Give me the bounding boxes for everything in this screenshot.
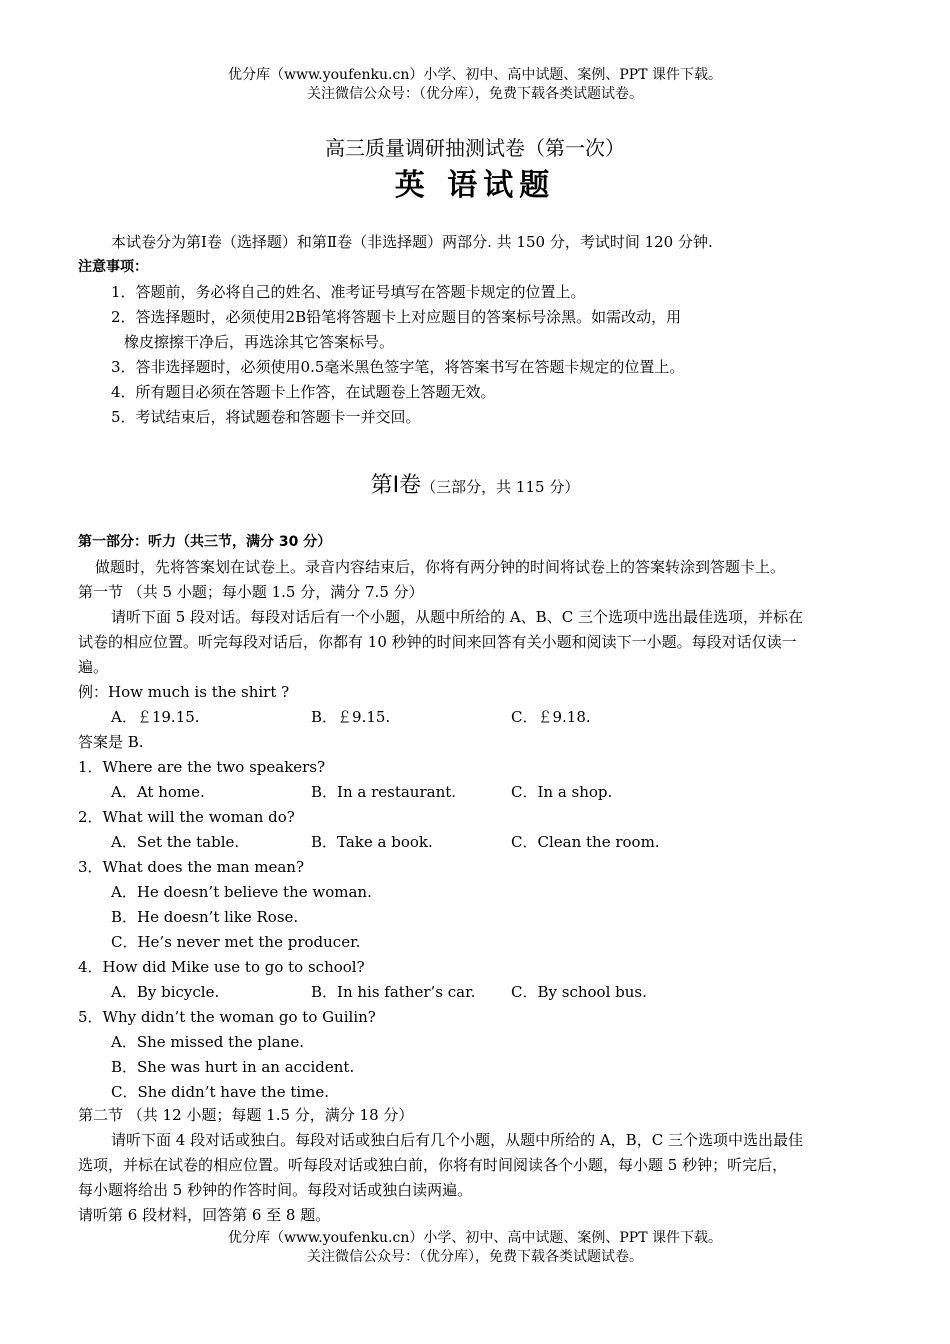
question-5: 5．Why didn’t the woman go to Guilin? (78, 1008, 376, 1026)
q3-option-c: C．He’s never met the producer. (111, 933, 361, 951)
q2-option-a: A．Set the table. (111, 833, 240, 851)
section2-desc-3: 每小题将给出 5 秒钟的作答时间。每段对话或独白读两遍。 (78, 1181, 473, 1199)
question-1: 1．Where are the two speakers? (78, 758, 326, 776)
section1-desc-1: 请听下面 5 段对话。每段对话后有一个小题，从题中所给的 A、B、C 三个选项中选出最佳选项，并标在 (111, 608, 803, 626)
example-answer: 答案是 B. (78, 733, 144, 751)
footer-line-2: 关注微信公众号：（优分库），免费下载各类试题试卷。 (307, 1249, 643, 1265)
exam-title: 英 语试题 (394, 168, 556, 203)
example-option-c: C．￡9.18. (511, 708, 591, 726)
notes-heading: 注意事项： (78, 259, 148, 275)
q3-option-a: A．He doesn’t believe the woman. (111, 883, 372, 901)
note-item-3: 3．答非选择题时，必须使用0.5毫米黑色签字笔，将答案书写在答题卡规定的位置上。 (111, 358, 685, 376)
q5-option-a: A．She missed the plane. (111, 1033, 305, 1051)
q4-option-c: C．By school bus. (511, 983, 647, 1001)
header-line-2: 关注微信公众号：（优分库），免费下载各类试题试卷。 (307, 86, 643, 102)
note-item-1: 1．答题前，务必将自己的姓名、准考证号填写在答题卡规定的位置上。 (111, 283, 586, 301)
q3-option-b: B．He doesn’t like Rose. (111, 908, 299, 926)
section2-material: 请听第 6 段材料，回答第 6 至 8 题。 (78, 1206, 331, 1224)
note-item-2-cont: 橡皮擦擦干净后，再选涂其它答案标号。 (124, 333, 395, 351)
example-option-a: A．￡19.15. (111, 708, 200, 726)
question-2: 2．What will the woman do? (78, 808, 295, 826)
q5-option-b: B．She was hurt in an accident. (111, 1058, 355, 1076)
q1-option-c: C．In a shop. (511, 783, 613, 801)
note-item-2: 2．答选择题时，必须使用2B铅笔将答题卡上对应题目的答案标号涂黑。如需改动，用 (111, 308, 682, 326)
part1-heading: 第一部分：听力（共三节，满分 30 分） (78, 534, 332, 550)
q2-option-b: B．Take a book. (311, 833, 433, 851)
section2-desc-1: 请听下面 4 段对话或独白。每段对话或独白后有几个小题，从题中所给的 A，B，C 三个选项中选出最佳 (111, 1131, 803, 1149)
question-4: 4．How did Mike use to go to school? (78, 958, 365, 976)
section1-heading: 第一节 （共 5 小题；每小题 1.5 分，满分 7.5 分） (78, 583, 424, 601)
volume-heading (0, 468, 950, 499)
footer-line-1: 优分库（www.youfenku.cn）小学、初中、高中试题、案例、PPT 课件下载。 (227, 1230, 722, 1246)
volume-note: （三部分，共 115 分） (421, 478, 580, 496)
section2-heading: 第二节 （共 12 小题；每题 1.5 分，满分 18 分） (78, 1106, 414, 1124)
q1-option-b: B．In a restaurant. (311, 783, 457, 801)
section1-desc-2: 试卷的相应位置。听完每段对话后，你都有 10 秒钟的时间来回答有关小题和阅读下一小题。每段对话仅读一 (78, 633, 797, 651)
example-question: 例：How much is the shirt ? (78, 683, 290, 701)
header-line-1: 优分库（www.youfenku.cn）小学、初中、高中试题、案例、PPT 课件下载。 (227, 67, 722, 83)
note-item-4: 4．所有题目必须在答题卡上作答，在试题卷上答题无效。 (111, 383, 496, 401)
q5-option-c: C．She didn’t have the time. (111, 1083, 330, 1101)
intro-text: 本试卷分为第Ⅰ卷（选择题）和第Ⅱ卷（非选择题）两部分. 共 150 分，考试时间 120 分钟. (111, 233, 713, 251)
section2-desc-2: 选项，并标在试卷的相应位置。听每段对话或独白前，你将有时间阅读各个小题，每小题 5 秒钟；听完后， (78, 1156, 788, 1174)
question-3: 3．What does the man mean? (78, 858, 305, 876)
section1-desc-3: 遍。 (78, 658, 109, 676)
note-item-5: 5．考试结束后，将试题卷和答题卡一并交回。 (111, 408, 421, 426)
example-option-b: B．￡9.15. (311, 708, 391, 726)
q4-option-a: A．By bicycle. (111, 983, 220, 1001)
q2-option-c: C．Clean the room. (511, 833, 660, 851)
exam-subtitle: 高三质量调研抽测试卷（第一次） (325, 136, 625, 160)
q1-option-a: A．At home. (111, 783, 205, 801)
volume-title: 第Ⅰ卷 (370, 473, 422, 498)
q4-option-b: B．In his father’s car. (311, 983, 476, 1001)
part1-instruction: 做题时，先将答案划在试卷上。录音内容结束后，你将有两分钟的时间将试卷上的答案转涂到答题卡上。 (95, 558, 786, 576)
